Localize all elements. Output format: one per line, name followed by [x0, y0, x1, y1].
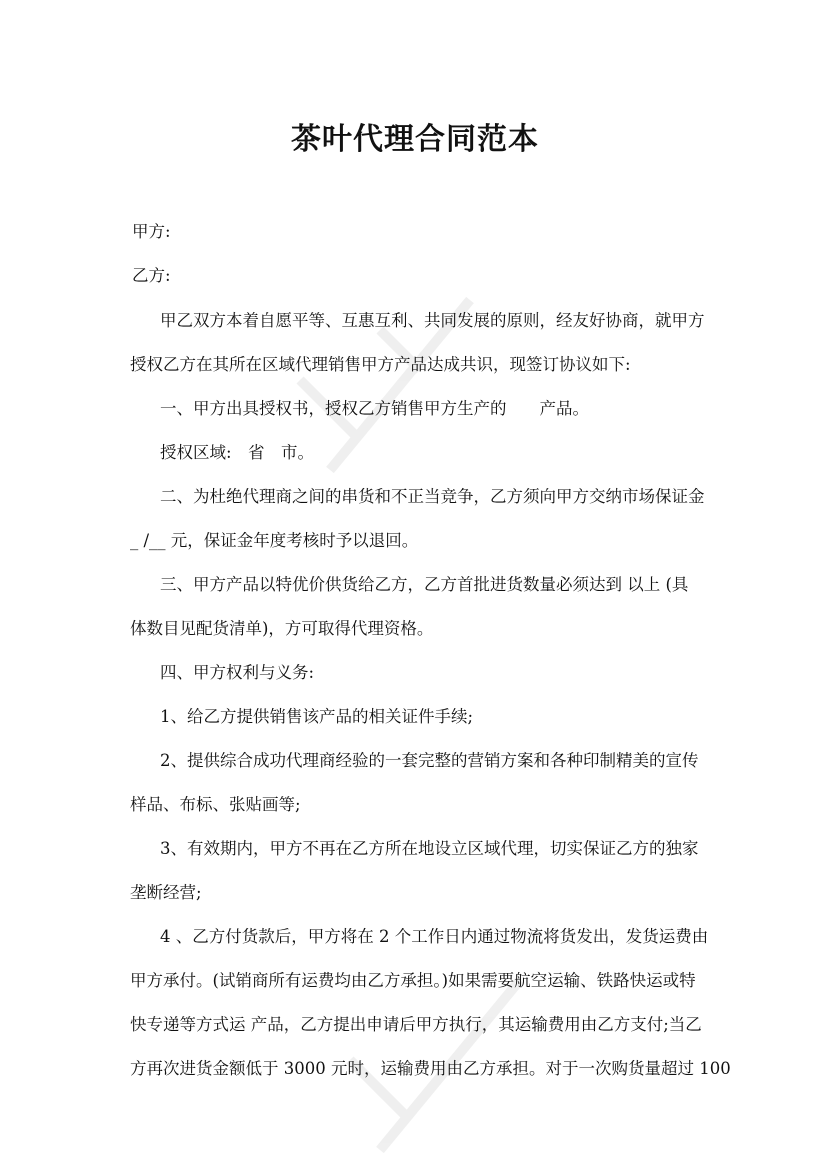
- list-item: 4 、乙方付货款后，甲方将在 2 个工作日内通过物流将货发出，发货运费由: [160, 927, 709, 946]
- clause-2-line: _ /__ 元，保证金年度考核时予以退回。: [130, 531, 419, 550]
- list-item: 垄断经营;: [130, 883, 202, 902]
- list-item: 样品、布标、张贴画等;: [130, 795, 301, 814]
- authorized-region-line: 授权区域: 省 市。: [160, 443, 315, 462]
- list-item: 2、提供综合成功代理商经验的一套完整的营销方案和各种印制精美的宣传: [160, 751, 699, 770]
- party-a-label: 甲方:: [132, 222, 171, 241]
- list-item: 方再次进货金额低于 3000 元时，运输费用由乙方承担。对于一次购货量超过 100: [130, 1059, 731, 1078]
- list-item: 1、给乙方提供销售该产品的相关证件手续;: [160, 707, 474, 726]
- document-title: 茶叶代理合同范本: [291, 122, 539, 157]
- clause-1-line: 一、甲方出具授权书，授权乙方销售甲方生产的 产品。: [160, 399, 589, 418]
- paragraph-line: 甲乙双方本着自愿平等、互惠互利、共同发展的原则，经友好协商，就甲方: [160, 311, 705, 330]
- clause-3-line: 体数目见配货清单)，方可取得代理资格。: [130, 619, 434, 638]
- list-item: 快专递等方式运 产品，乙方提出申请后甲方执行，其运输费用由乙方支付;当乙: [130, 1015, 702, 1034]
- list-item: 甲方承付。(试销商所有运费均由乙方承担。)如果需要航空运输、铁路快运或特: [130, 971, 696, 990]
- party-b-label: 乙方:: [132, 266, 171, 285]
- clause-4-heading: 四、甲方权利与义务:: [160, 663, 315, 682]
- list-item: 3、有效期内，甲方不再在乙方所在地设立区域代理，切实保证乙方的独家: [160, 839, 699, 858]
- clause-2-line: 二、为杜绝代理商之间的串货和不正当竞争，乙方须向甲方交纳市场保证金: [160, 487, 705, 506]
- paragraph-line: 授权乙方在其所在区域代理销售甲方产品达成共识，现签订协议如下:: [130, 355, 631, 374]
- clause-3-line: 三、甲方产品以特优价供货给乙方，乙方首批进货数量必须达到 以上 (具: [160, 575, 689, 594]
